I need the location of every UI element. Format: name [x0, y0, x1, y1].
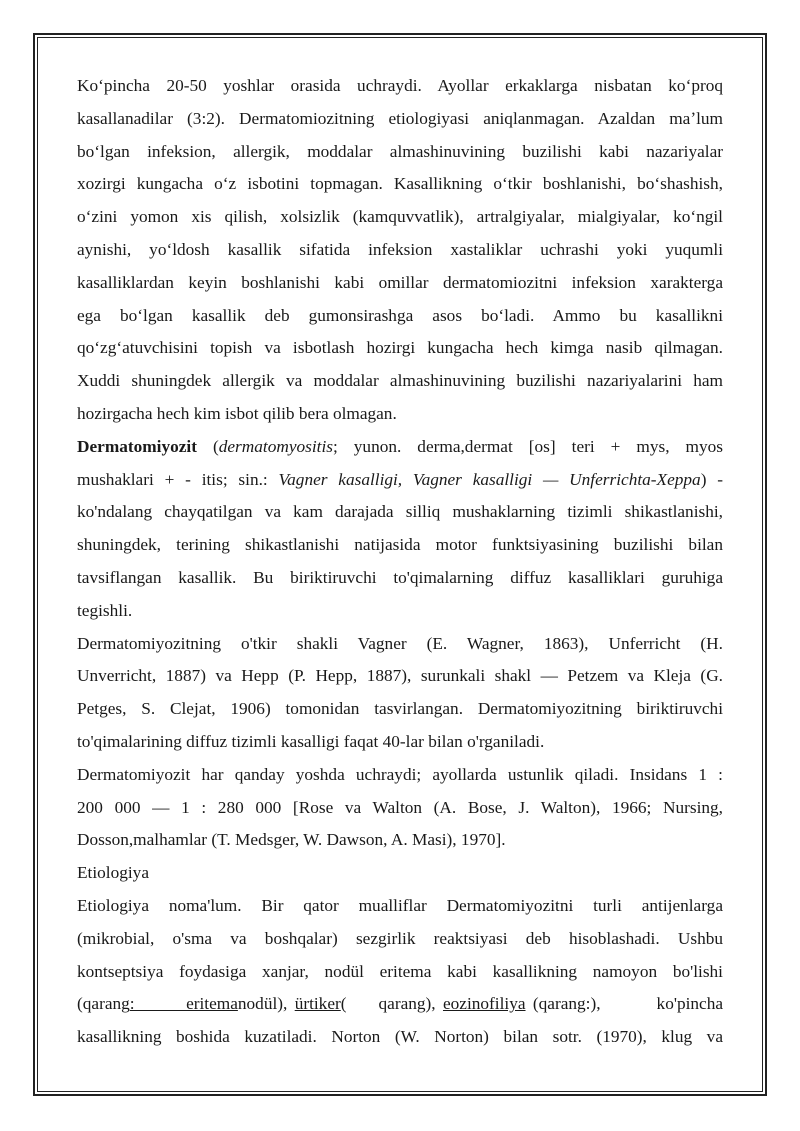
definition-term: Dermatomiyozit — [77, 436, 197, 456]
text-line: tavsiflangan kasallik. Bu biriktiruvchi to'qimalarning diffuz kasalliklari guruhiga — [77, 567, 723, 587]
eritema-link[interactable]: : eritema — [129, 994, 238, 1014]
text-line: Etiologiya noma'lum. Bir qator mualliflar Dermatomiyozitni turli antijenlarga — [77, 895, 723, 915]
text-line: ega boʻlgan kasallik deb gumonsirashga asos boʻladi. Ammo bu kasallikni — [77, 305, 723, 325]
document-body — [77, 70, 723, 1054]
latin-term: dermatomyositis — [218, 436, 333, 456]
text-line: qoʻzgʻatuvchisini topish va isbotlash hozirgi kungacha hech kimga nasib qilmagan. — [77, 338, 723, 358]
text-line: kasallanadilar (3:2). Dermatomiozitning etiologiyasi aniqlanmagan. Azaldan maʼlum — [77, 108, 723, 128]
text-line: 200 000 — 1 : 280 000 [Rose va Walton (A. Bose, J. Walton), 1966; Nursing, — [77, 797, 723, 817]
paragraph-history — [77, 628, 723, 759]
text-line: oʻzini yomon xis qilish, xolsizlik (kamquvvatlik), artralgiyalar, mialgiyalar, koʻngil — [77, 207, 723, 227]
text-span: ; yunon. derma,dermat [os] teri + mys, myos — [332, 436, 723, 456]
definition-line — [77, 464, 723, 497]
text-line: Dermatomiyozitning o'tkir shakli Vagner (E. Wagner, 1863), Unferricht (H. — [77, 633, 723, 653]
text-span: ( — [196, 436, 219, 456]
synonyms: Vagner kasalligi, Vagner kasalligi — Unferrichta-Xeppa — [278, 469, 701, 489]
paragraph-etiology — [77, 890, 723, 1054]
text-span: qarang), — [378, 994, 443, 1014]
text-line: Unverricht, 1887) va Hepp (P. Hepp, 1887), surunkali shakl — Petzem va Kleja (G. — [77, 666, 723, 686]
definition-line — [77, 431, 723, 464]
text-span: ( — [340, 994, 347, 1014]
text-line: Dosson,malhamlar (T. Medsger, W. Dawson, A. Masi), 1970]. — [77, 830, 506, 850]
text-line: Dermatomiyozit har qanday yoshda uchraydi; ayollarda ustunlik qiladi. Insidans 1 : — [77, 764, 723, 784]
text-line: (mikrobial, o'sma va boshqalar) sezgirlik reaktsiyasi deb hisoblashadi. Ushbu — [77, 928, 723, 948]
text-line: Koʻpincha 20-50 yoshlar orasida uchraydi. Ayollar erkaklarga nisbatan koʻproq — [77, 76, 723, 95]
text-line-links — [77, 988, 723, 1021]
text-span: ko'pincha — [656, 994, 724, 1014]
text-line: Xuddi shuningdek allergik va moddalar almashinuvining buzilishi nazariyalarini ham — [77, 371, 723, 391]
section-heading-etiology: Etiologiya — [77, 863, 149, 883]
text-span: (qarang — [77, 994, 130, 1014]
text-line: ko'ndalang chayqatilgan va kam darajada silliq mushaklarning tizimli shikastlanishi, — [77, 502, 723, 522]
text-span: (qarang:), — [525, 994, 601, 1014]
urtiker-link[interactable]: ürtiker — [294, 994, 341, 1014]
text-span: ) - — [700, 469, 723, 489]
text-line: boʻlgan infeksion, allergik, moddalar almashinuvining buzilishi kabi nazariyalar — [77, 141, 723, 161]
text-span: nodül), — [237, 994, 295, 1014]
paragraph-definition — [77, 431, 723, 628]
text-line: xozirgi kungacha oʻz isbotini topmagan. Kasallikning oʻtkir boshlanishi, boʻshashish, — [77, 174, 723, 194]
paragraph-incidence — [77, 759, 723, 857]
text-line: hozirgacha hech kim isbot qilib bera olmagan. — [77, 403, 397, 423]
text-line: kontseptsiya foydasiga xanjar, nodül eritema kabi kasallikning namoyon bo'lishi — [77, 961, 723, 981]
text-line: kasallikning boshida kuzatiladi. Norton (W. Norton) bilan sotr. (1970), klug va — [77, 1027, 723, 1047]
text-line: to'qimalarining diffuz tizimli kasalligi faqat 40-lar bilan o'rganiladi. — [77, 731, 545, 751]
text-line: tegishli. — [77, 600, 133, 620]
eozinofiliya-link[interactable]: eozinofiliya — [442, 994, 526, 1014]
text-span: mushaklari + - itis; sin.: — [77, 469, 279, 489]
text-line: shuningdek, terining shikastlanishi natijasida motor funktsiyasining buzilishi bilan — [77, 535, 723, 555]
text-line: kasalliklardan keyin boshlanishi kabi omillar dermatomiozitni infeksion xarakterga — [77, 272, 723, 292]
text-line: Petges, S. Clejat, 1906) tomonidan tasvirlangan. Dermatomiyozitning biriktiruvchi — [77, 699, 723, 719]
text-line: aynishi, yoʻldosh kasallik sifatida infeksion xastaliklar uchrashi yoki yuqumli — [77, 239, 723, 259]
paragraph-intro — [77, 70, 723, 431]
